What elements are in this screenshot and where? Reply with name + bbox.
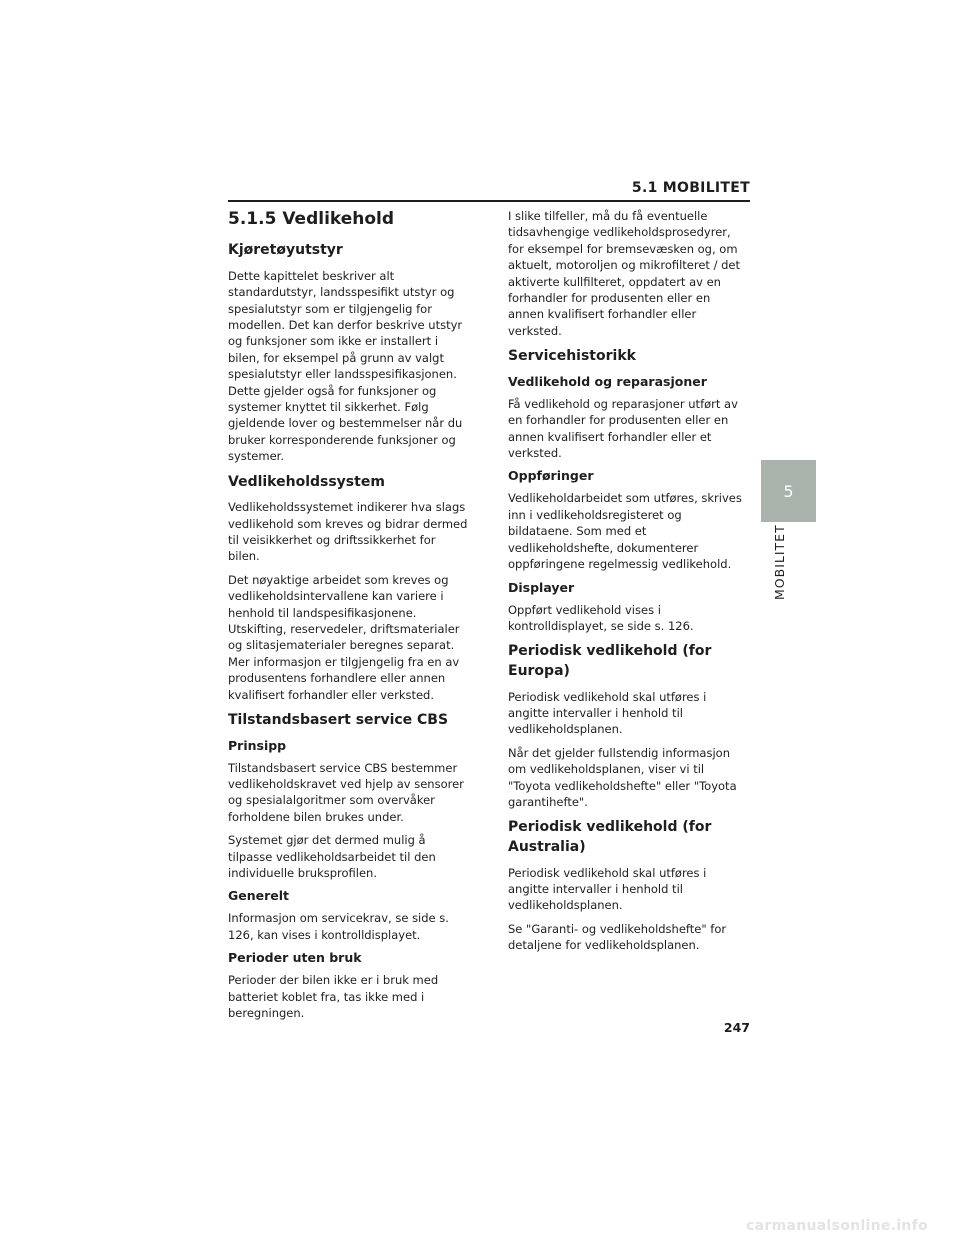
paragraph: I slike tilfeller, må du få eventuelle tidsavhengige vedlikeholdsprosedyrer, for eksempel for bremsevæsken og, om aktuelt, motoroljen og mikrofilteret / det aktiverte kullfilteret, oppdatert av en forhandler for produsenten eller en annen kvalifisert forhandler eller verksted. — [508, 209, 741, 338]
paragraph: Oppført vedlikehold vises i kontrolldisplayet, se side s. 126. — [508, 602, 694, 633]
subheading-perioder-uten-bruk: Perioder uten bruk — [228, 950, 362, 966]
chapter-number: 5 — [783, 481, 794, 501]
paragraph: Periodisk vedlikehold skal utføres i angitte intervaller i henhold til vedlikeholdsplanen. — [508, 865, 707, 913]
paragraph: Periodisk vedlikehold skal utføres i angitte intervaller i henhold til vedlikeholdsplanen. — [508, 689, 707, 737]
heading-tilstandsbasert-service: Tilstandsbasert service CBS — [228, 712, 449, 729]
paragraph: Når det gjelder fullstendig informasjon om vedlikeholdsplanen, viser vi til "Toyota vedlikeholdshefte" eller "Toyota garantihefte". — [508, 745, 737, 809]
paragraph: Informasjon om servicekrav, se side s. 126, kan vises i kontrolldisplayet. — [228, 911, 449, 942]
paragraph: Få vedlikehold og reparasjoner utført av en forhandler for produsenten eller en annen kvalifisert forhandler eller et verksted. — [508, 396, 738, 461]
paragraph: Perioder der bilen ikke er i bruk med batteriet koblet fra, tas ikke med i beregningen. — [228, 973, 439, 1021]
paragraph: Systemet gjør det dermed mulig å tilpasse vedlikeholdsarbeidet til den individuelle bruksprofilen. — [228, 833, 436, 881]
subheading-generelt: Generelt — [228, 888, 290, 904]
paragraph: Vedlikeholdssystemet indikerer hva slags vedlikehold som kreves og bidrar dermed til veisikkerhet og driftssikkerhet for bilen. — [228, 500, 468, 564]
paragraph: Dette kapittelet beskriver alt standardutstyr, landsspesifikt utstyr og spesialutstyr som er tilgjengelig for modellen. Det kan derfor beskrive utstyr og funksjoner som ikke er installert i bilen, for eksempel på grunn av valgt spesialutstyr eller landsspesifikasjonen. Dette gjelder også for funksjoner og systemer knyttet til sikkerhet. Følg gjeldende lover og bestemmelser når du bruker korresponderende funksjoner og systemer. — [228, 268, 463, 464]
paragraph: Det nøyaktige arbeidet som kreves og vedlikeholdsintervallene kan variere i henhold til landspesifikasjonene. Utskifting, reservedeler, driftsmaterialer og slitasjematerialer beregnes separat. Mer informasjon er tilgjengelig fra en av produsentens forhandlere eller annen kvalifisert forhandler eller verksted. — [228, 572, 460, 702]
subheading-vedlikehold-og-reparasjoner: Vedlikehold og reparasjoner — [508, 373, 707, 389]
right-column — [508, 208, 748, 961]
heading-periodisk-vedlikehold-europa: Periodisk vedlikehold (for Europa) — [508, 643, 712, 679]
subheading-prinsipp: Prinsipp — [228, 737, 287, 753]
paragraph: Vedlikeholdarbeidet som utføres, skrives inn i vedlikeholdsregisteret og bildataene. Som med et vedlikeholdshefte, dokumenterer oppføringene regelmessig vedlikehold. — [508, 491, 742, 572]
paragraph: Tilstandsbasert service CBS bestemmer vedlikeholdskravet ved hjelp av sensorer og spesialalgoritmer som overvåker forholdene bilen brukes under. — [228, 760, 464, 824]
header-divider — [228, 200, 750, 202]
page-title: 5.1.5 Vedlikehold — [228, 209, 395, 229]
heading-kjoretoyutstyr: Kjøretøyutstyr — [228, 242, 343, 259]
left-column — [228, 208, 468, 1029]
watermark-footer: carmanualsonline.info — [746, 1218, 928, 1234]
heading-servicehistorikk: Servicehistorikk — [508, 348, 636, 365]
chapter-tab — [761, 460, 816, 522]
heading-periodisk-vedlikehold-australia: Periodisk vedlikehold (for Australia) — [508, 819, 712, 855]
subheading-displayer: Displayer — [508, 579, 575, 595]
heading-vedlikeholdssystem: Vedlikeholdssystem — [228, 473, 385, 490]
section-header: 5.1 MOBILITET — [631, 180, 750, 196]
paragraph: Se "Garanti- og vedlikeholdshefte" for detaljene for vedlikeholdsplanen. — [508, 921, 727, 953]
page-number: 247 — [723, 1020, 750, 1035]
chapter-tab-label: MOBILITET — [772, 524, 787, 600]
subheading-oppforinger: Oppføringer — [508, 468, 594, 484]
